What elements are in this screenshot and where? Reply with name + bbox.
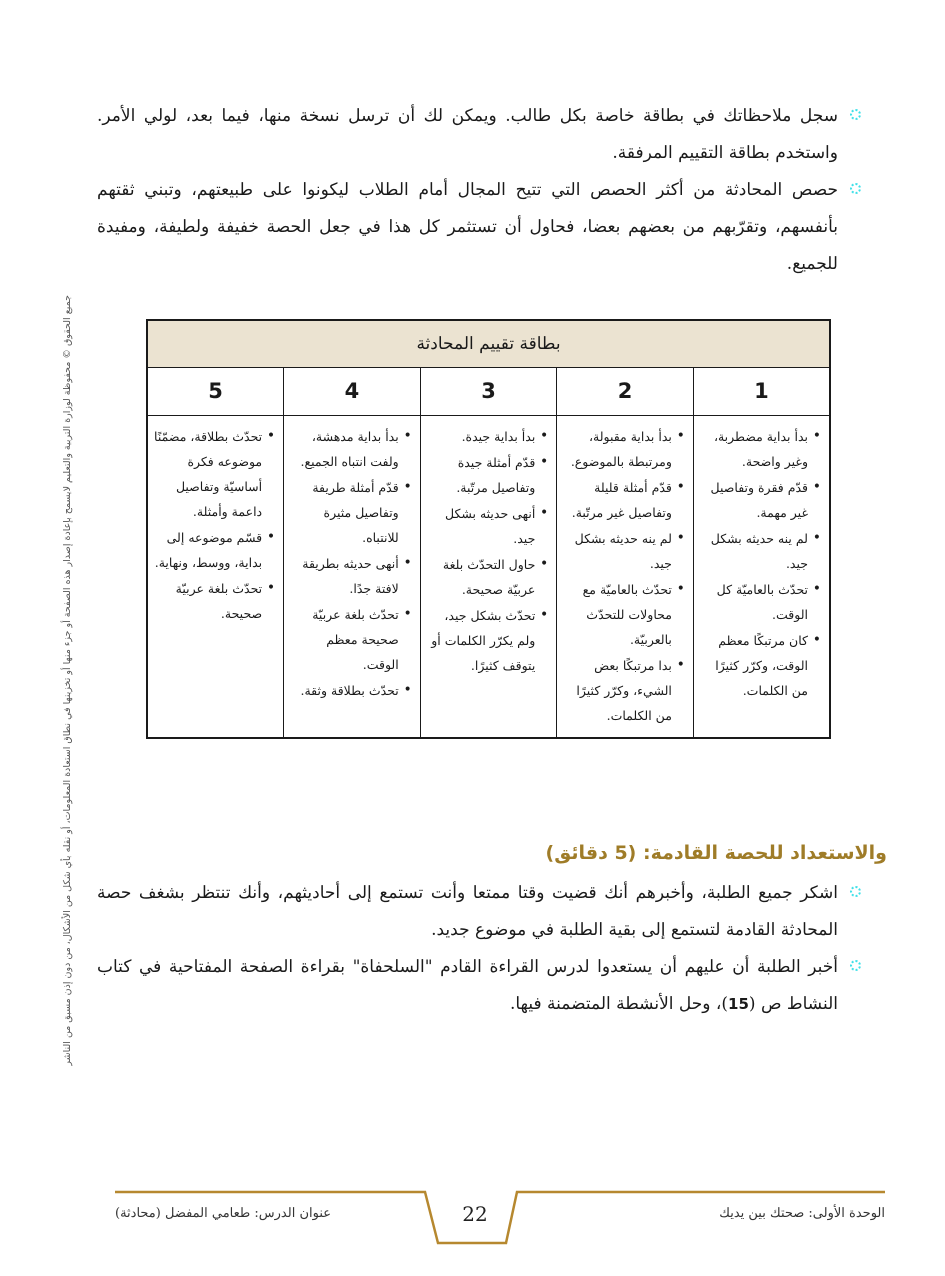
bullet-circle-icon	[850, 960, 861, 971]
bullet-circle-icon	[850, 109, 861, 120]
next-lesson-heading: والاستعداد للحصة القادمة: (5 دقائق)	[545, 841, 887, 864]
rubric-criteria-list	[425, 424, 549, 678]
rubric-criterion: • تحدّث بالعاميّة كل الوقت.	[698, 577, 821, 627]
bullet-text: )، وحل الأنشطة المتضمنة فيها.	[509, 993, 729, 1014]
rubric-criterion: • بدأ بداية مضطربة، وغير واضحة.	[698, 424, 821, 474]
bullet-text: اشكر جميع الطلبة، وأخبرهم أنك قضيت وقتا ممتعا وأنت تستمع إلى أحاديثهم، وأنك تنتظر بشغف حصة المحادثة القادمة لتستمع إلى بقية الطلبة في موضوع جديد.	[97, 882, 838, 940]
criteria-row	[147, 415, 830, 738]
score-cell-1: 1	[693, 367, 830, 415]
score-cell-5: 5	[147, 367, 284, 415]
footer	[115, 1186, 885, 1248]
rubric-table	[146, 319, 831, 739]
rubric-cell-3	[420, 415, 557, 738]
rubric-criterion: • قدّم أمثلة قليلة وتفاصيل غير مرتّبة.	[561, 475, 685, 525]
rubric-cell-4	[284, 415, 421, 738]
bullet-circle-icon	[850, 886, 861, 897]
rubric-criterion: • أنهى حديثه بطريقة لافتة جدًا.	[288, 551, 412, 601]
bullet-item	[97, 98, 887, 172]
bullet-item	[97, 172, 887, 283]
rubric-criterion: • قدّم أمثلة طريفة وتفاصيل مثيرة للانتباه.	[288, 475, 412, 550]
footer-unit-title: الوحدة الأولى: صحتك بين يديك	[719, 1206, 885, 1221]
rubric-criterion: • لم ينه حديثه بشكل جيد.	[698, 526, 821, 576]
intro-bullet-list	[97, 98, 887, 283]
rubric-criterion: • تحدّث بلغة عربيّة صحيحة معظم الوقت.	[288, 602, 412, 677]
bullet-circle-icon	[850, 183, 861, 194]
rubric-criterion: • لم ينه حديثه بشكل جيد.	[561, 526, 685, 576]
score-row	[147, 367, 830, 415]
rubric-criterion: • تحدّث بلغة عربيّة صحيحة.	[152, 576, 275, 626]
score-cell-2: 2	[557, 367, 694, 415]
rubric-criterion: • كان مرتبكًا معظم الوقت، وكرّر كثيرًا من الكلمات.	[698, 628, 821, 703]
rubric-criterion: • قسّم موضوعه إلى بداية، ووسط، ونهاية.	[152, 525, 275, 575]
rubric-criterion: • تحدّث بطلاقة وثقة.	[288, 678, 412, 703]
rubric-criterion: • بدا مرتبكًا بعض الشيء، وكرّر كثيرًا من الكلمات.	[561, 653, 685, 728]
rubric-criterion: • حاول التحدّث بلغة عربيّة صحيحة.	[425, 552, 549, 602]
bullet-text: حصص المحادثة من أكثر الحصص التي تتيح المجال أمام الطلاب ليكونوا على طبيعتهم، وتبني ثقتهم بأنفسهم، وتقرّبهم من بعضهم بعضا، فحاول أن تستثمر كل هذا في جعل الحصة خفيفة ولطيفة، ومفيدة للجميع.	[97, 180, 838, 274]
page-ref-number: 15	[728, 994, 749, 1013]
rubric-criteria-list	[288, 424, 412, 703]
page-number: 22	[462, 1202, 488, 1226]
rubric-cell-1	[693, 415, 830, 738]
rubric-criteria-list	[698, 424, 821, 703]
rubric-criterion: • بدأ بداية جيدة.	[425, 424, 549, 449]
score-cell-4: 4	[284, 367, 421, 415]
score-cell-3: 3	[420, 367, 557, 415]
rubric-criterion: • قدّم فقرة وتفاصيل غير مهمة.	[698, 475, 821, 525]
rubric-criterion: • تحدّث بشكل جيد، ولم يكرّر الكلمات أو يتوقف كثيرًا.	[425, 603, 549, 678]
footer-lesson-title: عنوان الدرس: طعامي المفضل (محادثة)	[115, 1206, 332, 1221]
next-lesson-bullet-list	[97, 875, 887, 1023]
rubric-cell-5	[147, 415, 284, 738]
rubric-criterion: • أنهى حديثه بشكل جيد.	[425, 501, 549, 551]
rubric-criterion: • بدأ بداية مقبولة، ومرتبطة بالموضوع.	[561, 424, 685, 474]
bullet-text: سجل ملاحظاتك في بطاقة خاصة بكل طالب. ويمكن لك أن ترسل نسخة منها، فيما بعد، لولي الأمر. واستخدم بطاقة التقييم المرفقة.	[97, 106, 838, 163]
main-content	[97, 0, 887, 1023]
bullet-text: أخبر الطلبة أن عليهم أن يستعدوا لدرس القراءة القادم "السلحفاة" بقراءة الصفحة المفتاحية في كتاب النشاط ص (	[97, 956, 838, 1014]
bullet-item	[97, 875, 887, 949]
rubric-cell-2	[557, 415, 694, 738]
rubric-criterion: • تحدّث بالعاميّة مع محاولات للتحدّث بالعربيّة.	[561, 577, 685, 652]
rubric-table-title: بطاقة تقييم المحادثة	[147, 320, 830, 367]
copyright-vertical-text: جميع الحقوق © محفوظة لوزارة التربية والتعليم لايسمح بإعادة إصدار هذه الصفحة أو جزء منها أو تخزينها في نطاق استعادة المعلومات، أو نقله بأي شكل من الأشكال، من دون إذن مسبق من الناشر	[62, 295, 73, 1066]
rubric-criterion: • تحدّث بطلاقة، مضمّنًا موضوعه فكرة أساسيّة وتفاصيل داعمة وأمثلة.	[152, 424, 275, 524]
rubric-criterion: • بدأ بداية مدهشة، ولفت انتباه الجميع.	[288, 424, 412, 474]
rubric-criteria-list	[561, 424, 685, 728]
rubric-criterion: • قدّم أمثلة جيدة وتفاصيل مرتّبة.	[425, 450, 549, 500]
rubric-criteria-list	[152, 424, 275, 626]
bullet-item	[97, 949, 887, 1023]
